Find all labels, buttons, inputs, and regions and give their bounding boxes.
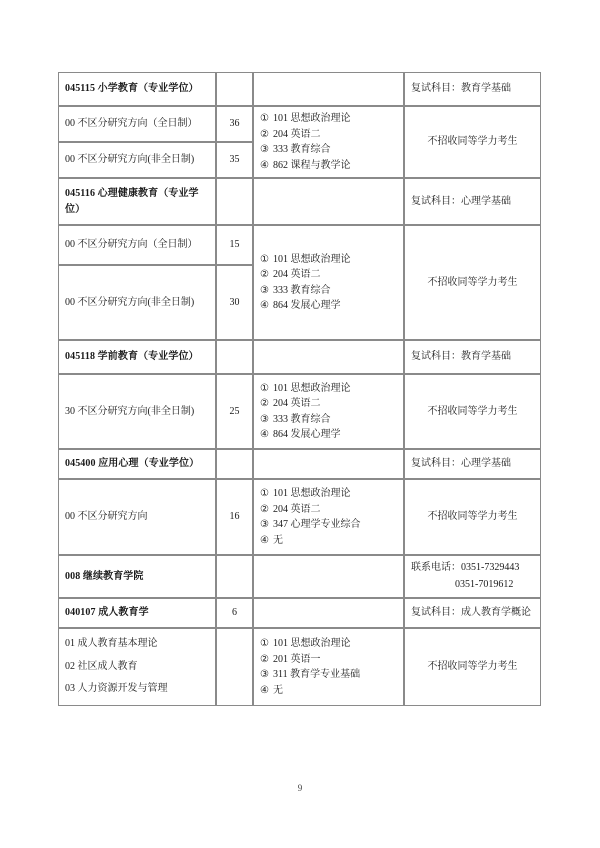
subject-text: 333 教育综合 xyxy=(273,413,331,425)
subject-index: ① xyxy=(260,638,269,649)
subject-text: 204 英语二 xyxy=(273,269,321,280)
research-direction-cell: 00 不区分研究方向（全日制） xyxy=(58,225,216,265)
exam-subject-line xyxy=(260,252,397,268)
subject-index: ④ xyxy=(260,159,269,171)
page-number: 9 xyxy=(297,783,303,793)
exam-subjects-cell xyxy=(253,555,404,598)
contact-phone-secondary: 0351-7019612 xyxy=(455,578,514,590)
enrollment-count-cell: 35 xyxy=(216,142,253,178)
enrollment-count-cell xyxy=(216,628,253,706)
enrollment-count-cell: 30 xyxy=(216,265,253,340)
exam-subject-line xyxy=(260,636,397,652)
subject-text: 333 教育综合 xyxy=(273,144,331,155)
table-row xyxy=(58,178,541,225)
subject-text: 333 教育综合 xyxy=(273,284,331,296)
major-name-cell: 045400 应用心理（专业学位） xyxy=(58,449,216,479)
subject-text: 204 英语二 xyxy=(273,128,321,140)
subject-index: ① xyxy=(260,382,269,394)
remark-cell: 复试科目：心理学基础 xyxy=(404,449,541,479)
subject-text: 无 xyxy=(273,684,283,696)
contact-phone-cell xyxy=(404,555,541,598)
exam-subject-line xyxy=(260,396,397,412)
exam-subject-line xyxy=(260,667,397,683)
subject-index: ② xyxy=(260,653,269,665)
subject-index: ② xyxy=(260,128,269,140)
subject-index: ② xyxy=(260,503,269,515)
exam-subject-line xyxy=(260,533,397,549)
subject-text: 204 英语二 xyxy=(273,503,321,515)
subject-index: ③ xyxy=(260,519,269,530)
exam-subject-line xyxy=(260,502,397,518)
remark-cell: 复试科目：心理学基础 xyxy=(404,178,541,225)
table-row xyxy=(58,479,541,555)
major-name-cell: 040107 成人教育学 xyxy=(58,598,216,628)
research-direction-item: 03 人力资源开发与管理 xyxy=(65,683,168,695)
contact-phone-primary: 0351-7329443 xyxy=(461,562,520,573)
subject-text: 862 课程与教学论 xyxy=(273,159,351,171)
exam-subject-line xyxy=(260,267,397,283)
major-name-cell: 045118 学前教育（专业学位） xyxy=(58,340,216,374)
remark-cell: 不招收同等学力考生 xyxy=(404,479,541,555)
research-direction-list xyxy=(65,633,209,701)
remark-cell: 复试科目：教育学基础 xyxy=(404,340,541,374)
enrollment-count-cell: 16 xyxy=(216,479,253,555)
subject-text: 101 思想政治理论 xyxy=(273,638,351,649)
subject-text: 无 xyxy=(273,534,283,546)
table-row xyxy=(58,449,541,479)
remark-cell: 不招收同等学力考生 xyxy=(404,628,541,706)
research-direction-cell: 30 不区分研究方向(非全日制) xyxy=(58,374,216,449)
table-row xyxy=(58,374,541,449)
exam-subject-line xyxy=(260,486,397,502)
remark-cell: 不招收同等学力考生 xyxy=(404,225,541,340)
table-row xyxy=(58,628,541,706)
exam-subjects-cell xyxy=(253,72,404,106)
enrollment-count-cell xyxy=(216,555,253,598)
exam-subjects-cell xyxy=(253,628,404,706)
phone-block xyxy=(411,560,534,593)
exam-subjects-cell xyxy=(253,479,404,555)
contact-label: 联系电话： xyxy=(411,562,461,573)
exam-subject-line xyxy=(260,142,397,158)
exam-subject-line xyxy=(260,298,397,314)
remark-cell: 不招收同等学力考生 xyxy=(404,374,541,449)
subject-index: ④ xyxy=(260,534,269,546)
admissions-table xyxy=(58,72,541,706)
subject-text: 201 英语一 xyxy=(273,653,321,665)
enrollment-count-cell: 36 xyxy=(216,106,253,142)
major-name-cell: 045115 小学教育（专业学位） xyxy=(58,72,216,106)
subject-text: 101 思想政治理论 xyxy=(273,253,351,265)
exam-subjects-cell xyxy=(253,598,404,628)
research-direction-cell: 00 不区分研究方向(非全日制) xyxy=(58,142,216,178)
subject-index: ④ xyxy=(260,300,269,311)
remark-cell: 复试科目：教育学基础 xyxy=(404,72,541,106)
table-row xyxy=(58,555,541,598)
enrollment-count-cell: 6 xyxy=(216,598,253,628)
exam-subject-line xyxy=(260,427,397,443)
exam-subject-line xyxy=(260,283,397,299)
subject-text: 347 心理学专业综合 xyxy=(273,519,361,530)
subject-index: ② xyxy=(260,398,269,409)
admissions-table-container xyxy=(58,72,541,706)
subject-index: ③ xyxy=(260,413,269,425)
exam-subjects-cell xyxy=(253,106,404,178)
exam-subjects-cell xyxy=(253,178,404,225)
table-row xyxy=(58,225,541,265)
subject-index: ② xyxy=(260,269,269,280)
subject-index: ① xyxy=(260,488,269,499)
exam-subjects-cell xyxy=(253,449,404,479)
college-name-cell: 008 继续教育学院 xyxy=(58,555,216,598)
subject-text: 864 发展心理学 xyxy=(273,300,341,311)
table-row xyxy=(58,340,541,374)
exam-subjects-cell xyxy=(253,374,404,449)
subject-index: ③ xyxy=(260,284,269,296)
major-name-cell: 045116 心理健康教育（专业学位） xyxy=(58,178,216,225)
exam-subject-line xyxy=(260,127,397,143)
enrollment-count-cell xyxy=(216,72,253,106)
subject-index: ③ xyxy=(260,669,269,680)
subject-text: 101 思想政治理论 xyxy=(273,382,351,394)
research-direction-item: 01 成人教育基本理论 xyxy=(65,638,158,650)
enrollment-count-cell xyxy=(216,340,253,374)
subject-text: 864 发展心理学 xyxy=(273,429,341,440)
enrollment-count-cell: 15 xyxy=(216,225,253,265)
exam-subject-line xyxy=(260,412,397,428)
remark-cell: 复试科目：成人教育学概论 xyxy=(404,598,541,628)
subject-index: ④ xyxy=(260,684,269,696)
exam-subject-line xyxy=(260,683,397,699)
enrollment-count-cell: 25 xyxy=(216,374,253,449)
research-direction-cell: 00 不区分研究方向（全日制） xyxy=(58,106,216,142)
research-direction-item: 02 社区成人教育 xyxy=(65,660,138,672)
remark-cell: 不招收同等学力考生 xyxy=(404,106,541,178)
table-row xyxy=(58,598,541,628)
exam-subject-line xyxy=(260,652,397,668)
exam-subjects-cell xyxy=(253,225,404,340)
subject-text: 311 教育学专业基础 xyxy=(273,669,361,680)
research-direction-cell: 00 不区分研究方向 xyxy=(58,479,216,555)
subject-index: ③ xyxy=(260,144,269,155)
subject-index: ④ xyxy=(260,429,269,440)
exam-subject-line xyxy=(260,381,397,397)
research-direction-cell xyxy=(58,628,216,706)
subject-index: ① xyxy=(260,113,269,124)
subject-index: ① xyxy=(260,253,269,265)
exam-subject-line xyxy=(260,158,397,174)
research-direction-cell: 00 不区分研究方向(非全日制) xyxy=(58,265,216,340)
exam-subject-line xyxy=(260,111,397,127)
subject-text: 101 思想政治理论 xyxy=(273,488,351,499)
enrollment-count-cell xyxy=(216,449,253,479)
exam-subject-line xyxy=(260,517,397,533)
subject-text: 204 英语二 xyxy=(273,398,321,409)
table-row xyxy=(58,72,541,106)
table-row xyxy=(58,106,541,142)
enrollment-count-cell xyxy=(216,178,253,225)
subject-text: 101 思想政治理论 xyxy=(273,113,351,124)
exam-subjects-cell xyxy=(253,340,404,374)
